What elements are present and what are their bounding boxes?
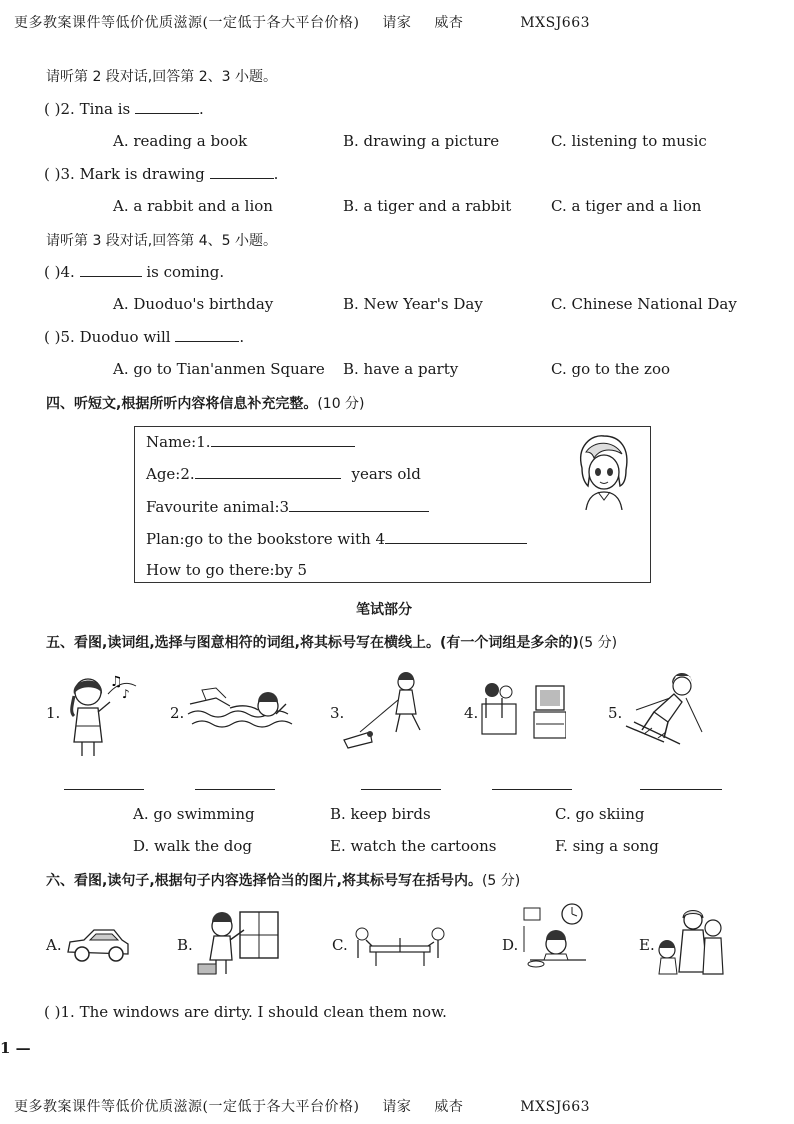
section-4-score: (10 分)	[317, 396, 365, 412]
section-5-title-text: 五、看图,读词组,选择与图意相符的词组,将其标号写在横线上。(有一个词组是多余的)	[46, 635, 579, 651]
phrase-option-f: F. sing a song	[555, 837, 659, 855]
name-blank[interactable]	[211, 432, 355, 447]
section-6-title-text: 六、看图,读句子,根据句子内容选择恰当的图片,将其标号写在括号内。	[46, 873, 482, 889]
instruction-dialog-2: 请听第 2 段对话,回答第 2、3 小题。	[46, 69, 277, 85]
banner-contact-b: 威杏	[434, 1099, 464, 1115]
banner-contact-b: 威杏	[434, 15, 464, 31]
question-stem: 2. Tina is	[60, 100, 131, 118]
pic-number-1: 1.	[46, 704, 61, 722]
plan-blank[interactable]	[385, 529, 527, 544]
answer-line-2[interactable]	[195, 789, 275, 790]
q4-option-b: B. New Year's Day	[343, 295, 483, 313]
age-suffix: years old	[351, 465, 421, 483]
q3-option-c: C. a tiger and a lion	[551, 197, 702, 215]
answer-blank[interactable]	[80, 262, 142, 277]
answer-paren[interactable]: ( )	[44, 100, 61, 118]
question-stem: 5. Duoduo will	[60, 328, 171, 346]
phrase-option-b: B. keep birds	[330, 805, 431, 823]
banner-contact-a: 请家	[382, 15, 412, 31]
stem-end: .	[273, 165, 279, 183]
dog-walking-illustration	[340, 670, 432, 752]
stem-end: .	[239, 328, 245, 346]
q5-option-a: A. go to Tian'anmen Square	[113, 360, 325, 378]
singing-girl-illustration	[64, 672, 140, 758]
answer-blank[interactable]	[210, 164, 274, 179]
answer-line-5[interactable]	[640, 789, 722, 790]
q5-option-c: C. go to the zoo	[551, 360, 671, 378]
name-label: Name:1.	[146, 433, 211, 451]
stem-end: is coming.	[146, 263, 225, 281]
watching-tv-illustration	[480, 680, 566, 744]
banner-contact-a: 请家	[382, 1099, 412, 1115]
answer-paren[interactable]: ( )	[44, 328, 61, 346]
phrase-option-e: E. watch the cartoons	[330, 837, 497, 855]
q2-option-a: A. reading a book	[113, 132, 248, 150]
section-4-title	[46, 393, 365, 413]
written-part-title: 笔试部分	[356, 602, 412, 618]
answer-paren[interactable]: ( )	[44, 263, 61, 281]
q3-option-b: B. a tiger and a rabbit	[343, 197, 512, 215]
age-blank[interactable]	[195, 464, 341, 479]
banner-code: MXSJ663	[520, 1099, 591, 1115]
pic-number-4: 4.	[464, 704, 479, 722]
question-4	[44, 262, 224, 281]
info-how-row: How to go there:by 5	[146, 561, 308, 579]
q4-option-a: A. Duoduo's birthday	[113, 295, 274, 313]
answer-line-1[interactable]	[64, 789, 144, 790]
banner-code: MXSJ663	[520, 15, 591, 31]
pic-label-c: C.	[332, 936, 348, 954]
question-stem: 3. Mark is drawing	[60, 165, 205, 183]
q2-option-c: C. listening to music	[551, 132, 707, 150]
q3-option-a: A. a rabbit and a lion	[113, 197, 273, 215]
grandparents-illustration	[655, 906, 725, 976]
phrase-option-d: D. walk the dog	[133, 837, 253, 855]
info-age-row	[146, 464, 421, 483]
banner-text: 更多教案课件等低价优质滋源(一定低于各大平台价格)	[14, 15, 360, 31]
section-5-title	[46, 632, 617, 652]
question-3	[44, 164, 278, 183]
info-name-row	[146, 432, 355, 451]
q2-option-b: B. drawing a picture	[343, 132, 500, 150]
question-2	[44, 99, 204, 118]
section-6-score: (5 分)	[481, 873, 521, 889]
phrase-option-c: C. go skiing	[555, 805, 645, 823]
bottom-banner	[14, 1096, 608, 1116]
age-label: Age:2.	[146, 465, 195, 483]
pic-label-d: D.	[502, 936, 519, 954]
question-stem: 4.	[60, 263, 75, 281]
answer-line-3[interactable]	[361, 789, 441, 790]
breakfast-clock-illustration	[522, 902, 588, 974]
pic-label-e: E.	[639, 936, 655, 954]
svg-text:♫: ♫	[110, 674, 123, 690]
answer-blank[interactable]	[175, 327, 239, 342]
stem-end: .	[199, 100, 204, 118]
answer-line-4[interactable]	[492, 789, 572, 790]
instruction-dialog-3: 请听第 3 段对话,回答第 4、5 小题。	[46, 233, 277, 249]
pic-label-a: A.	[46, 936, 62, 954]
animal-label: Favourite animal:3	[146, 498, 290, 516]
pic-number-2: 2.	[170, 704, 185, 722]
svg-text:♪: ♪	[122, 687, 130, 701]
section-6-title	[46, 870, 520, 890]
answer-paren[interactable]: ( )	[44, 165, 61, 183]
section-4-title-text: 四、听短文,根据所听内容将信息补充完整。	[46, 396, 318, 412]
section-6-question-1	[44, 1003, 447, 1021]
info-plan-row	[146, 529, 527, 548]
pic-label-b: B.	[177, 936, 193, 954]
table-tennis-illustration	[352, 924, 448, 968]
answer-blank[interactable]	[135, 99, 199, 114]
banner-text: 更多教案课件等低价优质滋源(一定低于各大平台价格)	[14, 1099, 360, 1115]
pic-number-3: 3.	[330, 704, 345, 722]
phrase-option-a: A. go swimming	[133, 805, 255, 823]
q5-option-b: B. have a party	[343, 360, 459, 378]
section-5-score: (5 分)	[578, 635, 618, 651]
swimming-illustration	[186, 684, 296, 734]
question-5	[44, 327, 244, 346]
cleaning-window-illustration	[196, 908, 282, 976]
q4-option-c: C. Chinese National Day	[551, 295, 737, 313]
page-number: 1 —	[0, 1039, 31, 1057]
question-text: 1. The windows are dirty. I should clean them now.	[60, 1003, 447, 1021]
plan-label: Plan:go to the bookstore with 4	[146, 530, 386, 548]
girl-illustration	[572, 432, 634, 510]
answer-paren[interactable]: ( )	[44, 1003, 61, 1021]
skiing-illustration	[624, 672, 708, 748]
car-illustration	[64, 926, 130, 964]
info-animal-row	[146, 497, 429, 516]
top-banner	[14, 12, 608, 32]
pic-number-5: 5.	[608, 704, 623, 722]
animal-blank[interactable]	[289, 497, 429, 512]
